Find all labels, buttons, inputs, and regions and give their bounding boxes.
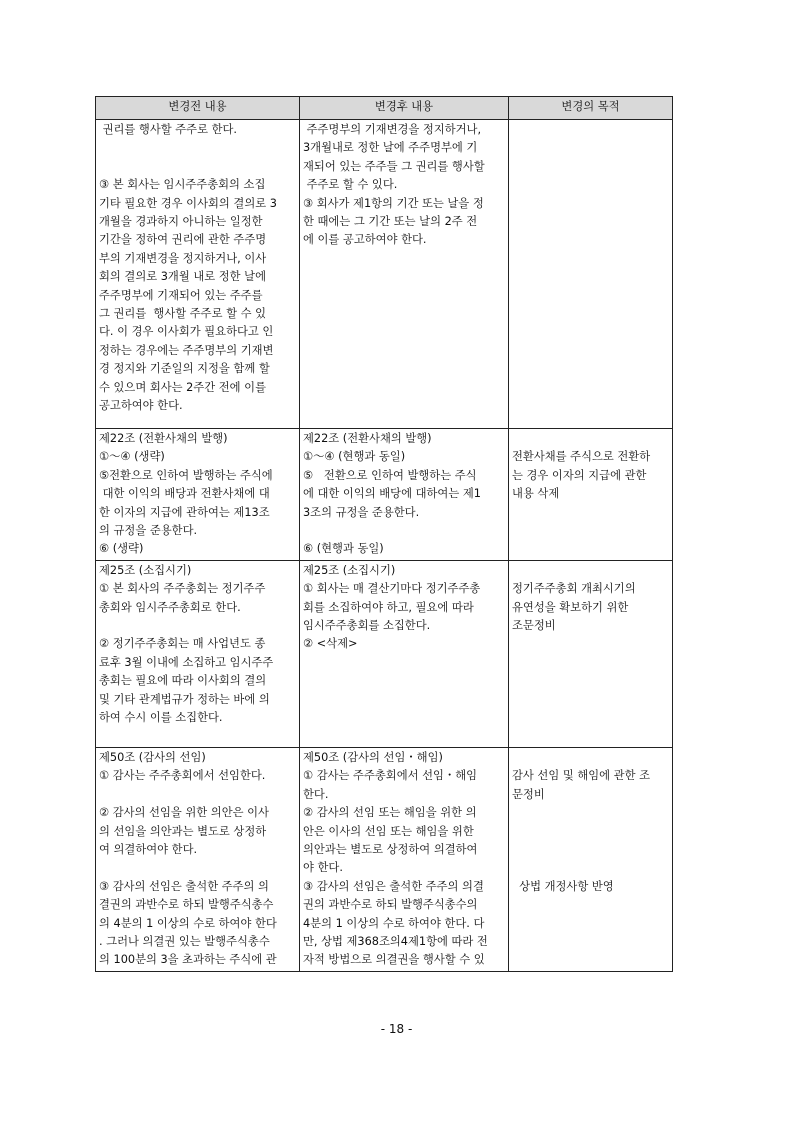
text-line: 4분의 1 이상의 수로 하여야 한다. 다 bbox=[303, 916, 485, 930]
text-line: 정기주주총회 개최시기의 bbox=[512, 582, 636, 596]
text-line: ⑥ (현행과 동일) bbox=[303, 542, 384, 556]
text-line: 회의 결의로 3개월 내로 정한 날에 bbox=[99, 270, 267, 284]
text-line: 제22조 (전환사채의 발행) bbox=[303, 432, 432, 445]
text-line: 내용 삭제 bbox=[512, 487, 560, 501]
text-line: 대한 이익의 배당과 전환사채에 대 bbox=[99, 487, 270, 501]
text-line: 의 4분의 1 이상의 수로 하여야 한다 bbox=[99, 916, 277, 930]
text-line: 의 선임을 의안과는 별도로 상정하 bbox=[99, 824, 267, 838]
text-line: 안은 이사의 선임 또는 해임을 위한 bbox=[303, 824, 474, 838]
text-line: 제50조 (감사의 선임) bbox=[99, 750, 206, 764]
text-line: 감사 선임 및 해임에 관한 조 bbox=[512, 769, 650, 783]
text-line bbox=[99, 617, 296, 635]
text-line: ⑤전환으로 인하여 발행하는 주식에 bbox=[99, 468, 273, 482]
cell-after bbox=[300, 747, 509, 971]
text-line: ② <삭제> bbox=[303, 637, 358, 651]
text-line: 의안과는 별도로 상정하여 의결하여 bbox=[303, 842, 478, 856]
cell-after bbox=[300, 429, 509, 561]
text-line: 하여 수시 이를 소집한다. bbox=[99, 711, 223, 725]
cell-before bbox=[96, 747, 300, 971]
text-line: 한다. bbox=[303, 787, 329, 801]
text-line: ① 회사는 매 결산기마다 정기주주총 bbox=[303, 582, 481, 596]
text-line: 3개월내로 정한 날에 주주명부에 기 bbox=[303, 141, 478, 155]
text-line: 경 정지와 기준일의 지정을 함께 할 bbox=[99, 362, 270, 376]
text-line: 주주명부의 기재변경을 정지하거나, bbox=[303, 123, 482, 136]
text-line: 한 때에는 그 기간 또는 날의 2주 전 bbox=[303, 215, 478, 229]
text-line: 임시주주총회를 소집한다. bbox=[303, 619, 431, 633]
text-line bbox=[99, 139, 296, 157]
text-line: 의 100분의 3을 초과하는 주식에 관 bbox=[99, 953, 277, 967]
text-line bbox=[512, 823, 669, 841]
text-line: 개월을 경과하지 아니하는 일정한 bbox=[99, 215, 263, 229]
text-line: ①～④ (현행과 동일) bbox=[303, 450, 406, 464]
cell-after bbox=[300, 560, 509, 747]
cell-purpose bbox=[509, 560, 673, 747]
table-row bbox=[96, 560, 673, 747]
table-header-row bbox=[96, 97, 673, 120]
text-line: 전환사채를 주식으로 전환하 bbox=[512, 450, 651, 464]
text-line: 및 기타 관계법규가 정하는 바에 의 bbox=[99, 692, 270, 706]
cell-purpose bbox=[509, 120, 673, 429]
text-line bbox=[512, 841, 669, 859]
text-line: 에 대한 이익의 배당에 대하여는 제1 bbox=[303, 487, 481, 501]
text-line: ③ 본 회사는 임시주주총회의 소집 bbox=[99, 178, 266, 192]
cell-after bbox=[300, 120, 509, 429]
text-line: ⑤ 전환으로 인하여 발행하는 주식 bbox=[303, 468, 477, 482]
cell-purpose bbox=[509, 747, 673, 971]
text-line: 제25조 (소집시기) bbox=[99, 563, 192, 577]
text-line: 주주명부에 기재되어 있는 주주를 bbox=[99, 288, 263, 302]
header-after: 변경후 내용 bbox=[300, 97, 509, 120]
text-line: ① 감사는 주주총회에서 선임한다. bbox=[99, 769, 266, 783]
text-line: ② 감사의 선임을 위한 의안은 이사 bbox=[99, 806, 269, 820]
text-line: 는 경우 이자의 지급에 관한 bbox=[512, 468, 647, 482]
text-line bbox=[99, 158, 296, 176]
text-line bbox=[99, 786, 296, 804]
text-line: 의 규정을 준용한다. bbox=[99, 524, 198, 538]
amendment-comparison-table bbox=[95, 96, 673, 972]
table-row bbox=[96, 747, 673, 971]
text-line: 재되어 있는 주주들 그 권리를 행사할 bbox=[303, 159, 485, 173]
text-line: ③ 감사의 선임은 출석한 주주의 의결 bbox=[303, 879, 484, 893]
text-line: 조문정비 bbox=[512, 619, 556, 633]
text-line: 제25조 (소집시기) bbox=[303, 563, 396, 577]
cell-before bbox=[96, 560, 300, 747]
text-line bbox=[303, 522, 505, 540]
text-line: ① 감사는 주주총회에서 선임・해임 bbox=[303, 769, 478, 783]
text-line: ①～④ (생략) bbox=[99, 450, 165, 464]
text-line: . 그러나 의결권 있는 발행주식총수 bbox=[99, 934, 270, 948]
text-line: ② 정기주주총회는 매 사업년도 종 bbox=[99, 637, 266, 651]
text-line: 수 있으며 회사는 2주간 전에 이를 bbox=[99, 380, 267, 394]
text-line: 유연성을 확보하기 위한 bbox=[512, 600, 629, 614]
text-line: ② 감사의 선임 또는 해임을 위한 의 bbox=[303, 806, 477, 820]
text-line: 권의 과반수로 하되 발행주식총수의 bbox=[303, 898, 478, 912]
text-line: 자적 방법으로 의결권을 행사할 수 있 bbox=[303, 953, 485, 967]
header-purpose: 변경의 목적 bbox=[509, 97, 673, 120]
cell-before bbox=[96, 429, 300, 561]
text-line: 여 의결하여야 한다. bbox=[99, 842, 198, 856]
text-line: 료후 3월 이내에 소집하고 임시주주 bbox=[99, 655, 274, 669]
text-line: ① 본 회사의 주주총회는 정기주주 bbox=[99, 582, 266, 596]
text-line bbox=[512, 804, 669, 822]
cell-purpose bbox=[509, 429, 673, 561]
text-line: ③ 회사가 제1항의 기간 또는 날을 정 bbox=[303, 196, 484, 210]
text-line: 총회는 필요에 따라 이사회의 결의 bbox=[99, 674, 267, 688]
text-line bbox=[512, 430, 669, 448]
text-line: 공고하여야 한다. bbox=[99, 399, 183, 413]
text-line: 다. 이 경우 이사회가 필요하다고 인 bbox=[99, 325, 274, 339]
text-line: 에 이를 공고하여야 한다. bbox=[303, 233, 427, 247]
text-line bbox=[512, 562, 669, 580]
text-line: ⑥ (생략) bbox=[99, 542, 144, 556]
text-line: 한 이자의 지급에 관하여는 제13조 bbox=[99, 505, 270, 519]
text-line: 3조의 규정을 준용한다. bbox=[303, 505, 420, 519]
page-number: - 18 - bbox=[380, 1022, 413, 1036]
text-line bbox=[99, 728, 296, 746]
text-line bbox=[99, 859, 296, 877]
text-line: 결권의 과반수로 하되 발행주식총수 bbox=[99, 898, 274, 912]
cell-before bbox=[96, 120, 300, 429]
text-line: 문정비 bbox=[512, 787, 545, 801]
text-line: 상법 개정사항 반영 bbox=[512, 879, 614, 893]
text-line: 그 권리를 행사할 주주로 할 수 있 bbox=[99, 307, 267, 321]
text-line: ③ 감사의 선임은 출석한 주주의 의 bbox=[99, 879, 269, 893]
text-line: 기간을 정하여 권리에 관한 주주명 bbox=[99, 233, 267, 247]
table-row bbox=[96, 429, 673, 561]
text-line: 기타 필요한 경우 이사회의 결의로 3 bbox=[99, 196, 277, 210]
text-line bbox=[512, 859, 669, 877]
table-row bbox=[96, 120, 673, 429]
text-line: 제50조 (감사의 선임・해임) bbox=[303, 750, 443, 764]
text-line: 부의 기재변경을 정지하거나, 이사 bbox=[99, 251, 267, 265]
text-line: 야 한다. bbox=[303, 861, 343, 875]
text-line: 주주로 할 수 있다. bbox=[303, 178, 398, 192]
text-line: 총회와 임시주주총회로 한다. bbox=[99, 600, 241, 614]
text-line: 제22조 (전환사채의 발행) bbox=[99, 432, 228, 445]
header-before: 변경전 내용 bbox=[96, 97, 300, 120]
text-line: 권리를 행사할 주주로 한다. bbox=[99, 123, 237, 136]
text-line bbox=[512, 749, 669, 767]
text-line: 정하는 경우에는 주주명부의 기재변 bbox=[99, 343, 274, 357]
text-line: 회를 소집하여야 하고, 필요에 따라 bbox=[303, 600, 474, 614]
text-line: 만, 상법 제368조의4제1항에 따라 전 bbox=[303, 934, 488, 948]
